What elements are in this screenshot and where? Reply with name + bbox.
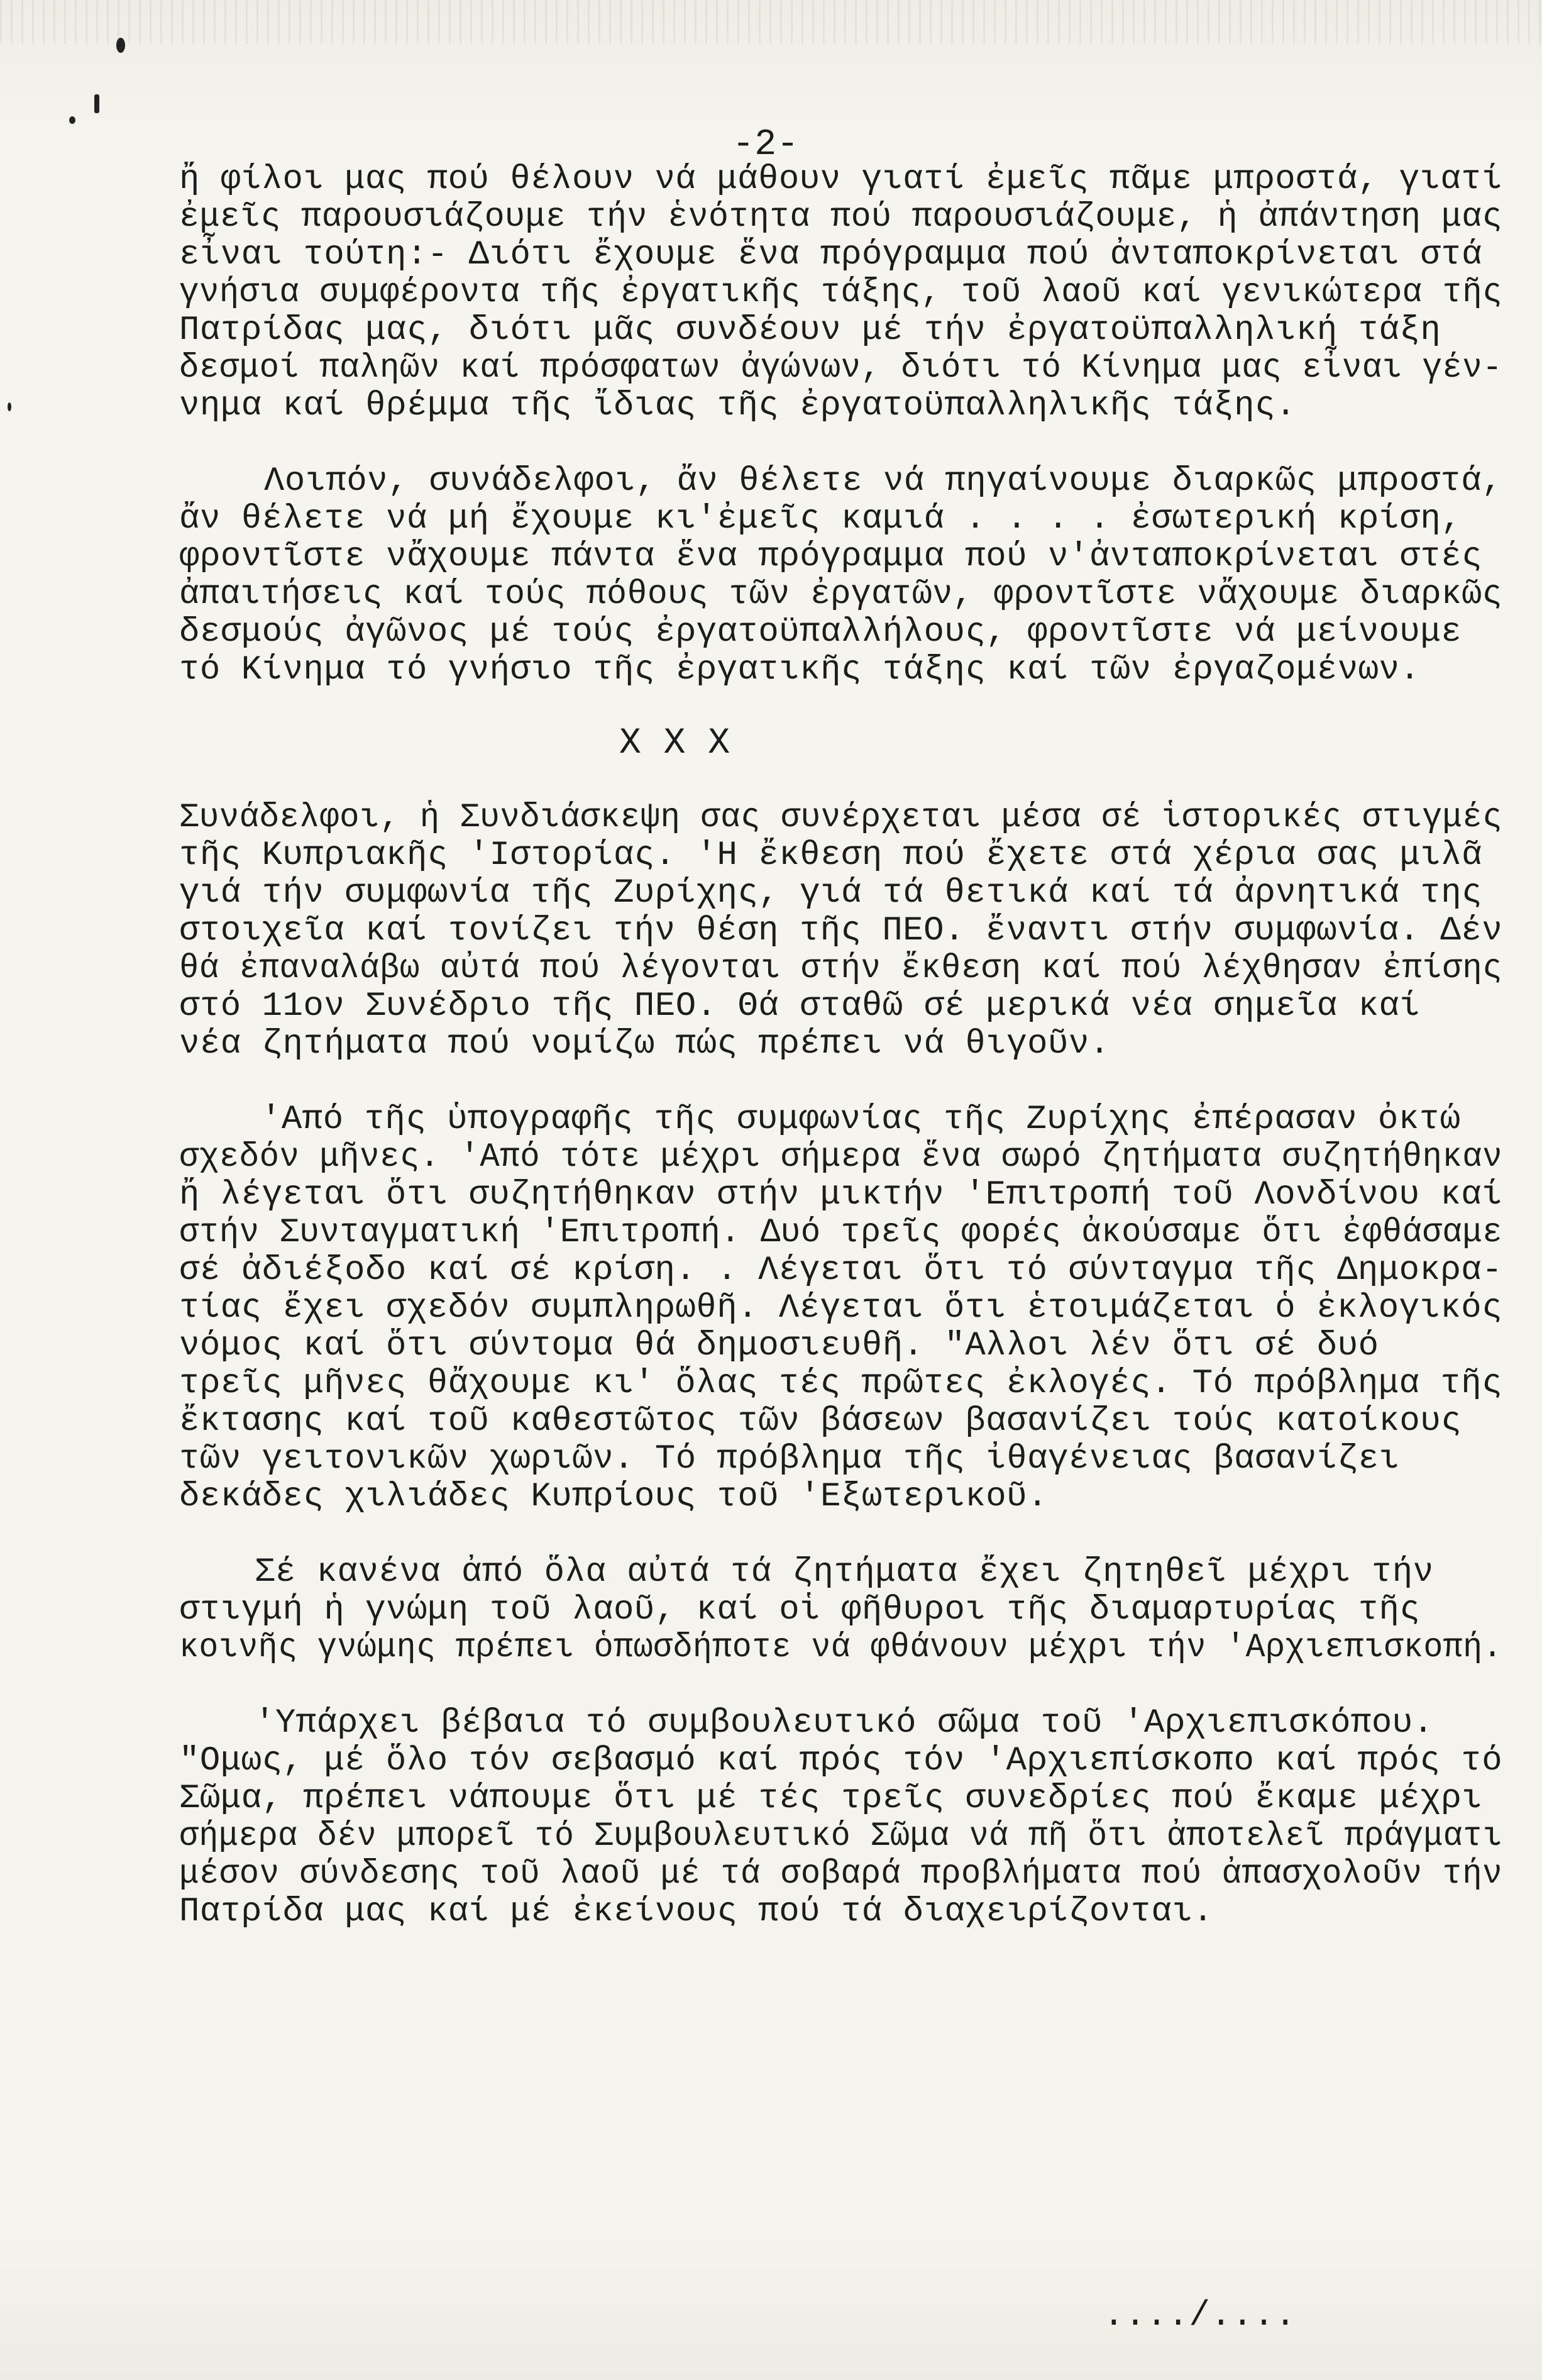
- text-line: 'Από τῆς ὑπογραφῆς τῆς συμφωνίας τῆς Ζυρίχης ἐπέρασαν ὀκτώ: [261, 1100, 1461, 1139]
- continuation-marker: ..../....: [1103, 2295, 1296, 2335]
- text-line: ἤ λέγεται ὅτι συζητήθηκαν στήν μικτήν 'Επιτροπή τοῦ Λονδίνου καί: [179, 1176, 1503, 1214]
- text-line: τό Κίνημα τό γνήσιο τῆς ἐργατικῆς τάξης καί τῶν ἐργαζομένων.: [179, 651, 1421, 689]
- text-line: στοιχεῖα καί τονίζει τήν θέση τῆς ΠΕΟ. ἔναντι στήν συμφωνία. Δέν: [179, 912, 1503, 950]
- text-line: τίας ἔχει σχεδόν συμπληρωθῆ. Λέγεται ὅτι ἑτοιμάζεται ὁ ἐκλογικός: [179, 1289, 1503, 1327]
- text-line: "Ομως, μέ ὅλο τόν σεβασμό καί πρός τόν 'Αρχιεπίσκοπο καί πρός τό: [179, 1742, 1503, 1780]
- scan-speck: [69, 116, 75, 124]
- text-line: 'Υπάρχει βέβαια τό συμβουλευτικό σῶμα τοῦ 'Αρχιεπισκόπου.: [255, 1704, 1434, 1742]
- text-line: τρεῖς μῆνες θἄχουμε κι' ὅλας τές πρῶτες ἐκλογές. Τό πρόβλημα τῆς: [179, 1364, 1503, 1403]
- scan-edge-noise: [0, 0, 1542, 44]
- text-line: Πατρίδα μας καί μέ ἐκείνους πού τά διαχειρίζονται.: [179, 1893, 1214, 1931]
- text-line: δεσμούς ἀγῶνος μέ τούς ἐργατοϋπαλλήλους, φροντῖστε νά μείνουμε: [179, 613, 1462, 651]
- scan-speck: [94, 94, 99, 113]
- text-line: δεσμοί παληῶν καί πρόσφατων ἀγώνων, διότι τό Κίνημα μας εἶναι γέν-: [179, 349, 1503, 387]
- text-line: εἶναι τούτη:- Διότι ἔχουμε ἕνα πρόγραμμα πού ἀνταποκρίνεται στά: [179, 236, 1483, 274]
- text-line: σχεδόν μῆνες. 'Από τότε μέχρι σήμερα ἕνα σωρό ζητήματα συζητήθηκαν: [179, 1138, 1503, 1176]
- text-line: δεκάδες χιλιάδες Κυπρίους τοῦ 'Εξωτερικοῦ.: [179, 1478, 1049, 1516]
- text-line: Σέ κανένα ἀπό ὅλα αὐτά τά ζητήματα ἔχει ζητηθεῖ μέχρι τήν: [255, 1553, 1434, 1591]
- page-number: -2-: [732, 125, 799, 165]
- text-line: τῆς Κυπριακῆς 'Ιστορίας. 'Η ἔκθεση πού ἔχετε στά χέρια σας μιλᾶ: [179, 836, 1483, 875]
- text-line: φροντῖστε νἄχουμε πάντα ἕνα πρόγραμμα πού ν'ἀνταποκρίνεται στές: [179, 538, 1483, 576]
- text-line: Λοιπόν, συνάδελφοι, ἄν θέλετε νά πηγαίνουμε διαρκῶς μπροστά,: [264, 462, 1502, 501]
- text-line: θά ἐπαναλάβω αὐτά πού λέγονται στήν ἔκθεση καί πού λέχθησαν ἐπίσης: [179, 949, 1503, 988]
- text-line: γιά τήν συμφωνία τῆς Ζυρίχης, γιά τά θετικά καί τά ἀρνητικά της: [179, 874, 1483, 912]
- text-line: ἀπαιτήσεις καί τούς πόθους τῶν ἐργατῶν, φροντῖστε νἄχουμε διαρκῶς: [179, 575, 1503, 614]
- text-line: ἤ φίλοι μας πού θέλουν νά μάθουν γιατί ἐμεῖς πᾶμε μπροστά, γιατί: [179, 160, 1503, 199]
- scan-speck: [8, 402, 11, 411]
- text-line: στήν Συνταγματική 'Επιτροπή. Δυό τρεῖς φορές ἀκούσαμε ὅτι ἐφθάσαμε: [179, 1214, 1503, 1252]
- text-line: νόμος καί ὅτι σύντομα θά δημοσιευθῆ. "Αλλοι λέν ὅτι σέ δυό: [179, 1327, 1379, 1365]
- text-line: νέα ζητήματα πού νομίζω πώς πρέπει νά θιγοῦν.: [179, 1025, 1110, 1063]
- text-line: κοινῆς γνώμης πρέπει ὁπωσδήποτε νά φθάνουν μέχρι τήν 'Αρχιεπισκοπή.: [179, 1629, 1503, 1667]
- text-line: Συνάδελφοι, ἡ Συνδιάσκεψη σας συνέρχεται μέσα σέ ἱστορικές στιγμές: [179, 799, 1503, 837]
- section-separator: X X X: [619, 723, 730, 764]
- text-line: στό 11ον Συνέδριο τῆς ΠΕΟ. Θά σταθῶ σέ μερικά νέα σημεῖα καί: [179, 987, 1421, 1026]
- text-line: σέ ἀδιέξοδο καί σέ κρίση. . Λέγεται ὅτι τό σύνταγμα τῆς Δημοκρα-: [179, 1251, 1503, 1290]
- text-line: σήμερα δέν μπορεῖ τό Συμβουλευτικό Σῶμα νά πῆ ὅτι ἀποτελεῖ πράγματι: [179, 1817, 1503, 1856]
- text-line: νημα καί θρέμμα τῆς ἴδιας τῆς ἐργατοϋπαλληλικῆς τάξης.: [179, 387, 1296, 425]
- text-line: ἐμεῖς παρουσιάζουμε τήν ἑνότητα πού παρουσιάζουμε, ἡ ἀπάντηση μας: [179, 198, 1503, 236]
- text-line: ἄν θέλετε νά μή ἔχουμε κι'ἐμεῖς καμιά . . . . ἐσωτερική κρίση,: [179, 500, 1462, 538]
- text-line: τῶν γειτονικῶν χωριῶν. Τό πρόβλημα τῆς ἰθαγένειας βασανίζει: [179, 1440, 1400, 1478]
- text-line: Σῶμα, πρέπει νάπουμε ὅτι μέ τές τρεῖς συνεδρίες πού ἔκαμε μέχρι: [179, 1779, 1483, 1818]
- text-line: στιγμή ἡ γνώμη τοῦ λαοῦ, καί οἱ φῆθυροι τῆς διαμαρτυρίας τῆς: [179, 1591, 1421, 1629]
- text-line: ἔκτασης καί τοῦ καθεστῶτος τῶν βάσεων βασανίζει τούς κατοίκους: [179, 1402, 1462, 1441]
- text-line: γνήσια συμφέροντα τῆς ἐργατικῆς τάξης, τοῦ λαοῦ καί γενικώτερα τῆς: [179, 274, 1503, 312]
- scan-speck: [116, 38, 125, 53]
- text-line: Πατρίδας μας, διότι μᾶς συνδέουν μέ τήν ἐργατοϋπαλληλική τάξη: [179, 311, 1441, 350]
- text-line: μέσον σύνδεσης τοῦ λαοῦ μέ τά σοβαρά προβλήματα πού ἀπασχολοῦν τήν: [179, 1855, 1503, 1893]
